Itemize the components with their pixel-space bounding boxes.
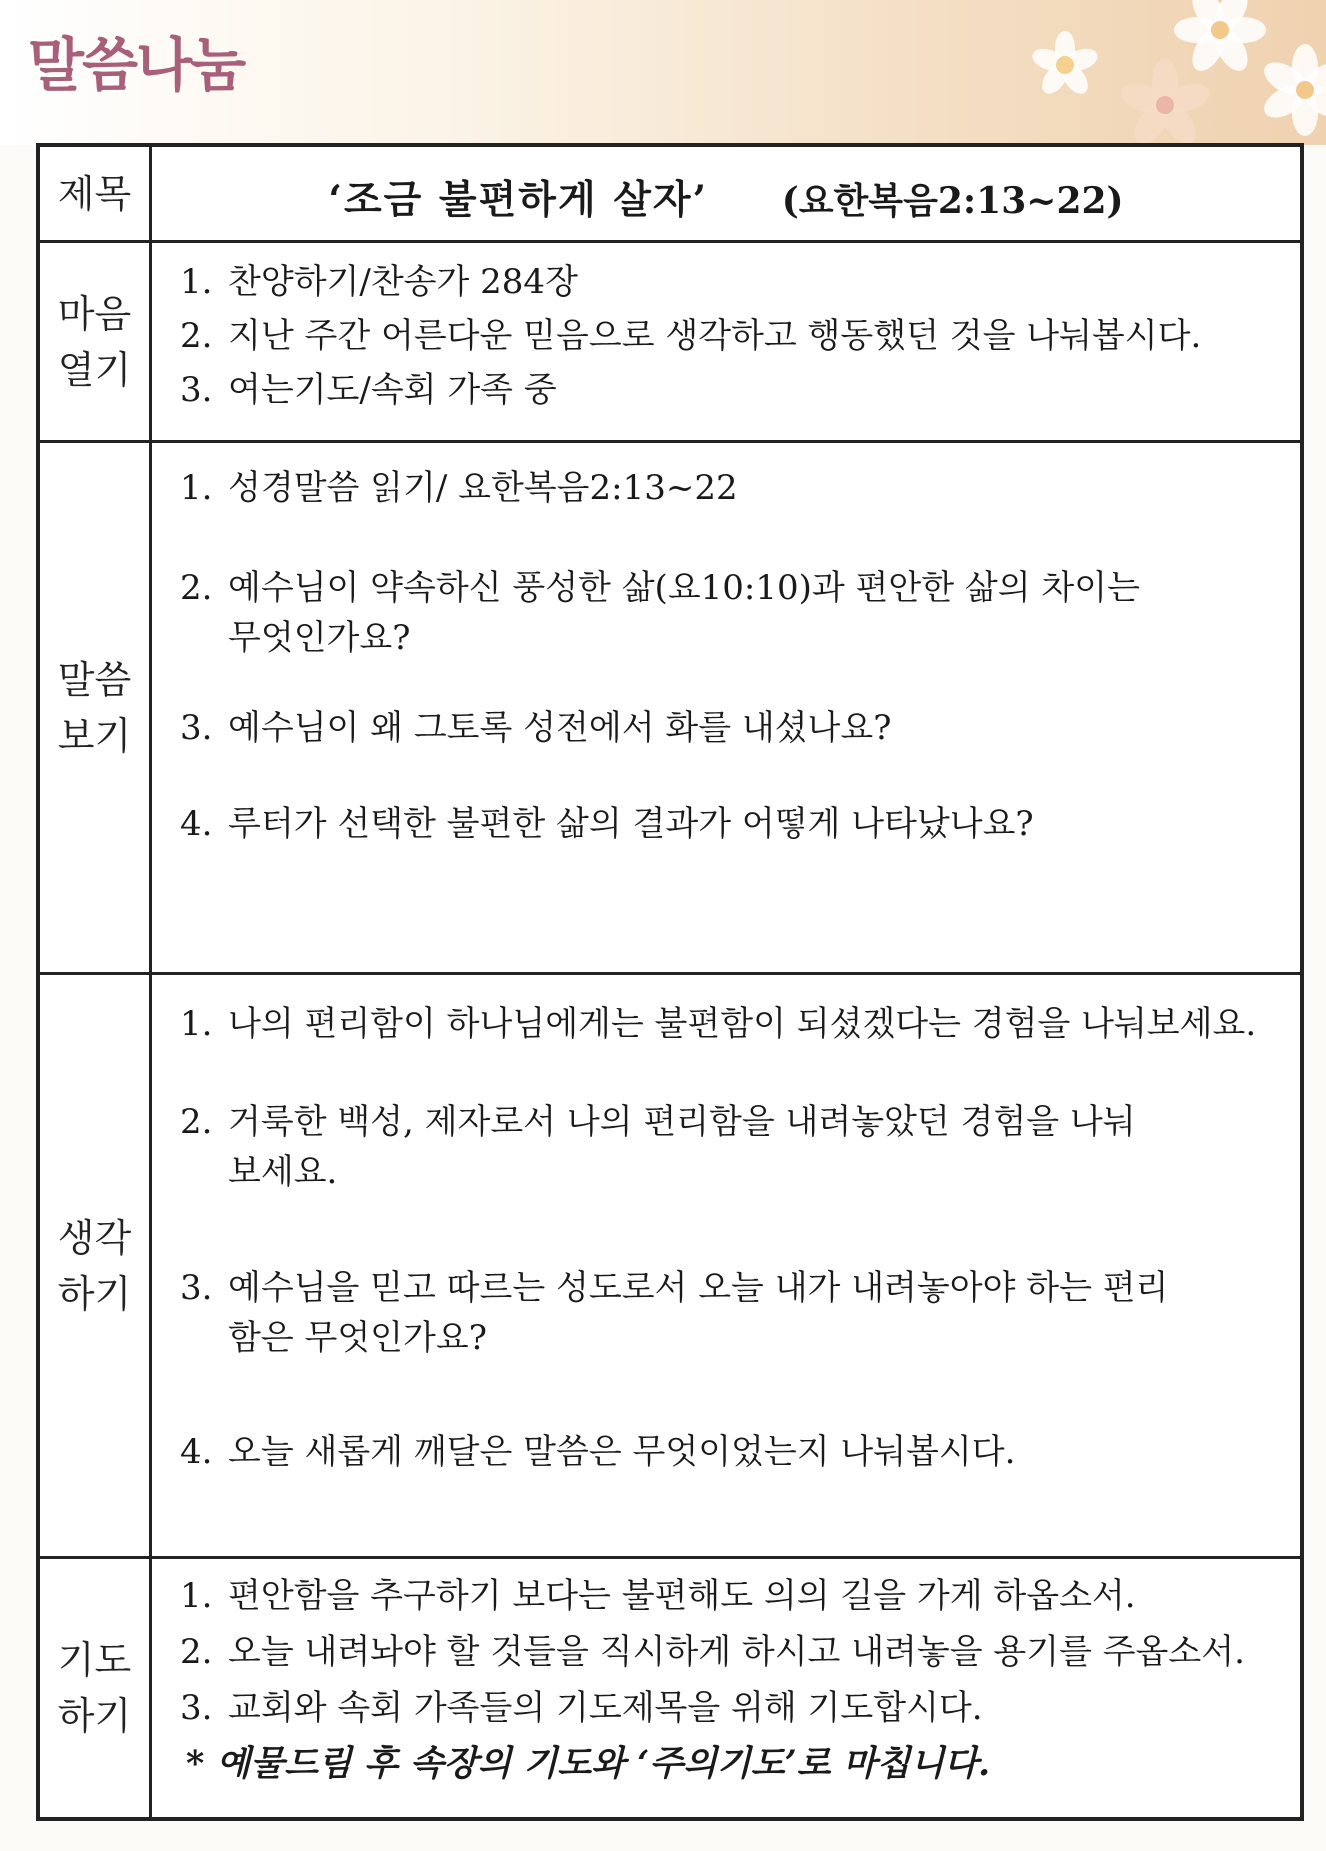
row-label-cell [40,243,152,440]
item-number: 3. [180,1268,213,1308]
word-content [152,443,1300,972]
item-continuation: 보세요. [228,1152,338,1192]
opening-content [152,243,1300,440]
opening-item [180,311,1280,361]
flower-decoration [1120,60,1210,150]
item-number: 1. [180,1576,213,1616]
item-text: 예수님을 믿고 따르는 성도로서 오늘 내가 내려놓아야 하는 편리 [228,1268,1169,1308]
item-number: 3. [180,1688,213,1728]
prayer-item [180,1683,1280,1733]
opening-label: 마음 열기 [57,291,132,392]
prayer-item [180,1627,1280,1677]
item-number: 1. [180,262,213,302]
item-text: 거룩한 백성, 제자로서 나의 편리함을 내려놓았던 경험을 나눠 [228,1102,1136,1142]
reflect-item [180,1263,1280,1363]
item-text: 나의 편리함이 하나님에게는 불편함이 되셨겠다는 경험을 나눠보세요. [228,1004,1257,1044]
item-text: 여는기도/속회 가족 중 [228,370,557,410]
item-text: 오늘 새롭게 깨달은 말씀은 무엇이었는지 나눠봅시다. [228,1432,1016,1472]
item-number: 4. [180,1432,213,1472]
word-item [180,463,1280,513]
item-text: 편안함을 추구하기 보다는 불편해도 의의 길을 가게 하옵소서. [228,1576,1136,1616]
row-label-cell [40,975,152,1556]
word-item [180,703,1280,753]
title-row-label: 제목 [57,171,132,216]
prayer-row [40,1559,1300,1817]
item-number: 2. [180,316,213,356]
item-continuation: 함은 무엇인가요? [228,1318,487,1358]
opening-item [180,365,1280,415]
item-text: 교회와 속회 가족들의 기도제목을 위해 기도합시다. [228,1688,983,1728]
prayer-item [180,1571,1280,1621]
title-row [40,147,1300,243]
closing-note: * 예물드림 후 속장의 기도와 ‘주의기도’로 마칩니다. [186,1743,991,1784]
item-number: 1. [180,468,213,508]
opening-item [180,257,1280,307]
item-number: 3. [180,708,213,748]
item-text: 예수님이 약속하신 풍성한 삶(요10:10)과 편안한 삶의 차이는 [228,568,1140,608]
word-item [180,563,1280,663]
item-text: 성경말씀 읽기/ 요한복음2:13~22 [228,468,738,508]
flower-decoration [1180,0,1260,70]
word-row [40,443,1300,975]
item-number: 1. [180,1004,213,1044]
row-label-cell [40,443,152,972]
title-row-content [152,147,1300,240]
word-item [180,799,1280,849]
item-text: 루터가 선택한 불편한 삶의 결과가 어떻게 나타났나요? [228,804,1034,844]
reflect-content [152,975,1300,1556]
item-text: 오늘 내려놔야 할 것들을 직시하게 하시고 내려놓을 용기를 주옵소서. [228,1632,1245,1672]
row-label-cell [40,1559,152,1817]
item-text: 예수님이 왜 그토록 성전에서 화를 내셨나요? [228,708,892,748]
reflect-label: 생각 하기 [57,1215,132,1316]
prayer-label: 기도 하기 [57,1638,132,1738]
reflect-item [180,1427,1280,1477]
sermon-title-line [152,169,1300,225]
item-continuation: 무엇인가요? [228,618,411,658]
item-text: 찬양하기/찬송가 284장 [228,262,578,302]
item-number: 4. [180,804,213,844]
item-number: 2. [180,1632,213,1672]
item-number: 3. [180,370,213,410]
opening-row [40,243,1300,443]
item-number: 2. [180,568,213,608]
prayer-content [152,1559,1300,1817]
reflect-item [180,999,1280,1049]
row-label-cell [40,147,152,240]
reflect-row [40,975,1300,1559]
section-title: 말씀나눔 [28,31,245,99]
item-number: 2. [180,1102,213,1142]
item-text: 지난 주간 어른다운 믿음으로 생각하고 행동했던 것을 나눠봅시다. [228,316,1202,356]
scripture-reference: (요한복음2:13~22) [781,180,1124,222]
flower-decoration [1030,30,1100,100]
sermon-title: ‘조금 불편하게 살자’ [328,177,709,223]
word-label: 말씀 보기 [57,657,132,758]
worksheet-table [36,143,1304,1821]
reflect-item [180,1097,1280,1197]
